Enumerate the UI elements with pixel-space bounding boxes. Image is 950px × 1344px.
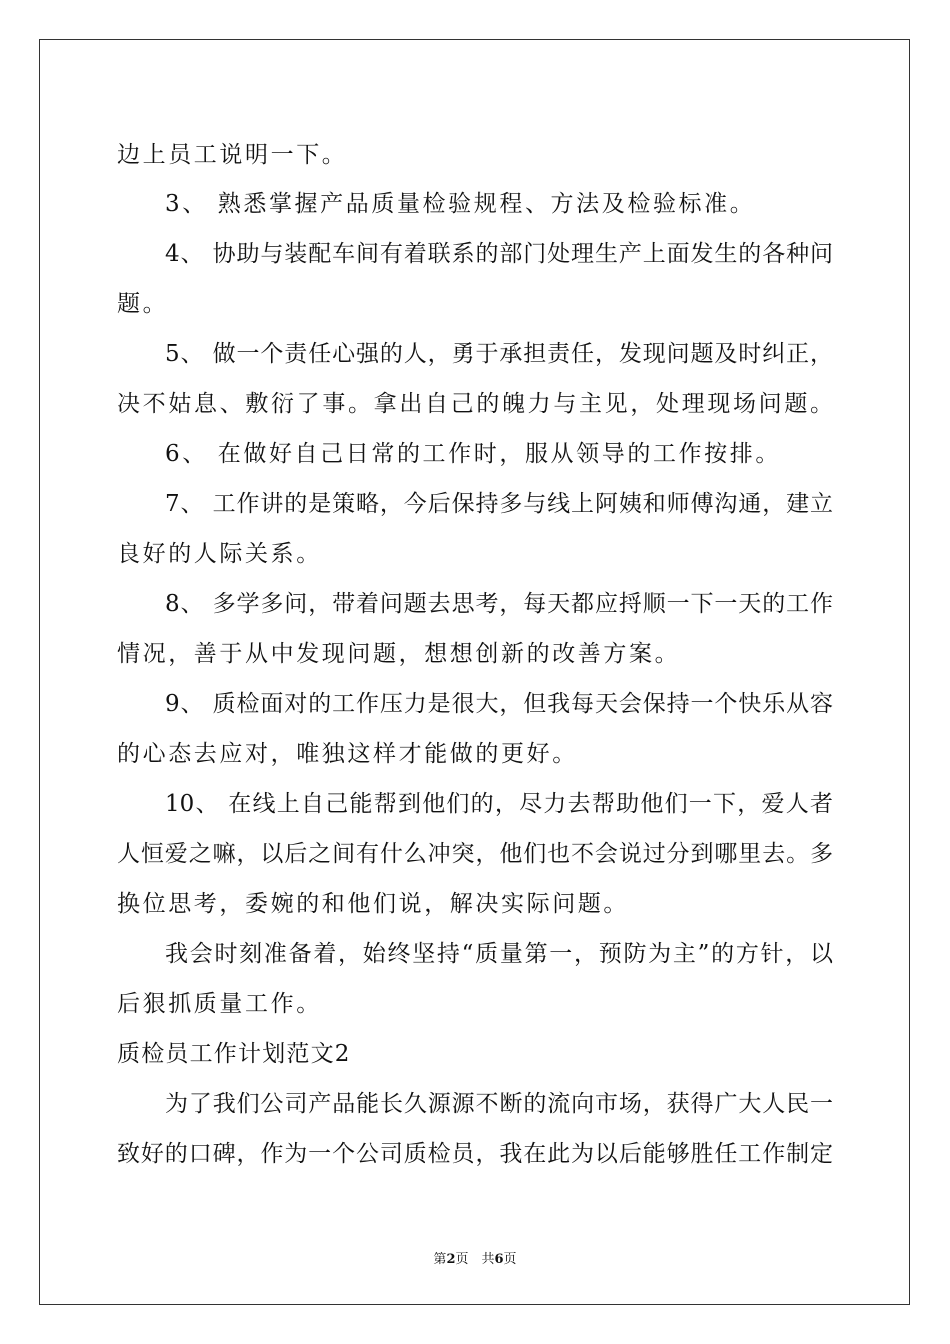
body-line: 人恒爱之嘛，以后之间有什么冲突，他们也不会说过分到哪里去。多 [117, 841, 833, 867]
page-footer [0, 1248, 950, 1267]
body-line: 后狠抓质量工作。 [117, 991, 322, 1017]
closing-paragraph: 我会时刻准备着，始终坚持“质量第一，预防为主”的方针，以 [165, 941, 833, 967]
footer-mid: 页 共 [455, 1252, 495, 1267]
list-item-3: 3、 熟悉掌握产品质量检验规程、方法及检验标准。 [165, 191, 756, 217]
body-line: 题。 [117, 291, 169, 317]
list-item-5: 5、 做一个责任心强的人，勇于承担责任，发现问题及时纠正， [165, 341, 833, 367]
body-line: 的心态去应对，唯独这样才能做的更好。 [117, 741, 578, 767]
list-item-6: 6、 在做好自己日常的工作时，服从领导的工作按排。 [165, 441, 781, 467]
section-heading: 质检员工作计划范文2 [117, 1041, 351, 1067]
list-item-10: 10、 在线上自己能帮到他们的，尽力去帮助他们一下，爱人者 [165, 791, 833, 817]
footer-prefix: 第 [433, 1252, 447, 1267]
body-line: 良好的人际关系。 [117, 541, 322, 567]
body-line: 边上员工说明一下。 [117, 142, 348, 168]
body-line: 致好的口碑，作为一个公司质检员，我在此为以后能够胜任工作制定 [117, 1141, 833, 1167]
section-paragraph: 为了我们公司产品能长久源源不断的流向市场，获得广大人民一 [165, 1091, 833, 1117]
current-page-number: 2 [446, 1252, 456, 1267]
body-line: 决不姑息、敷衍了事。拿出自己的魄力与主见，处理现场问题。 [117, 391, 833, 417]
list-item-7: 7、 工作讲的是策略，今后保持多与线上阿姨和师傅沟通，建立 [165, 491, 833, 517]
list-item-9: 9、 质检面对的工作压力是很大，但我每天会保持一个快乐从容 [165, 691, 833, 717]
body-line: 换位思考，委婉的和他们说，解决实际问题。 [117, 891, 629, 917]
body-line: 情况，善于从中发现问题，想想创新的改善方案。 [117, 641, 681, 667]
list-item-4: 4、 协助与装配车间有着联系的部门处理生产上面发生的各种问 [165, 241, 833, 267]
footer-suffix: 页 [503, 1252, 517, 1267]
total-page-number: 6 [494, 1252, 504, 1267]
list-item-8: 8、 多学多问，带着问题去思考，每天都应捋顺一下一天的工作 [165, 591, 833, 617]
